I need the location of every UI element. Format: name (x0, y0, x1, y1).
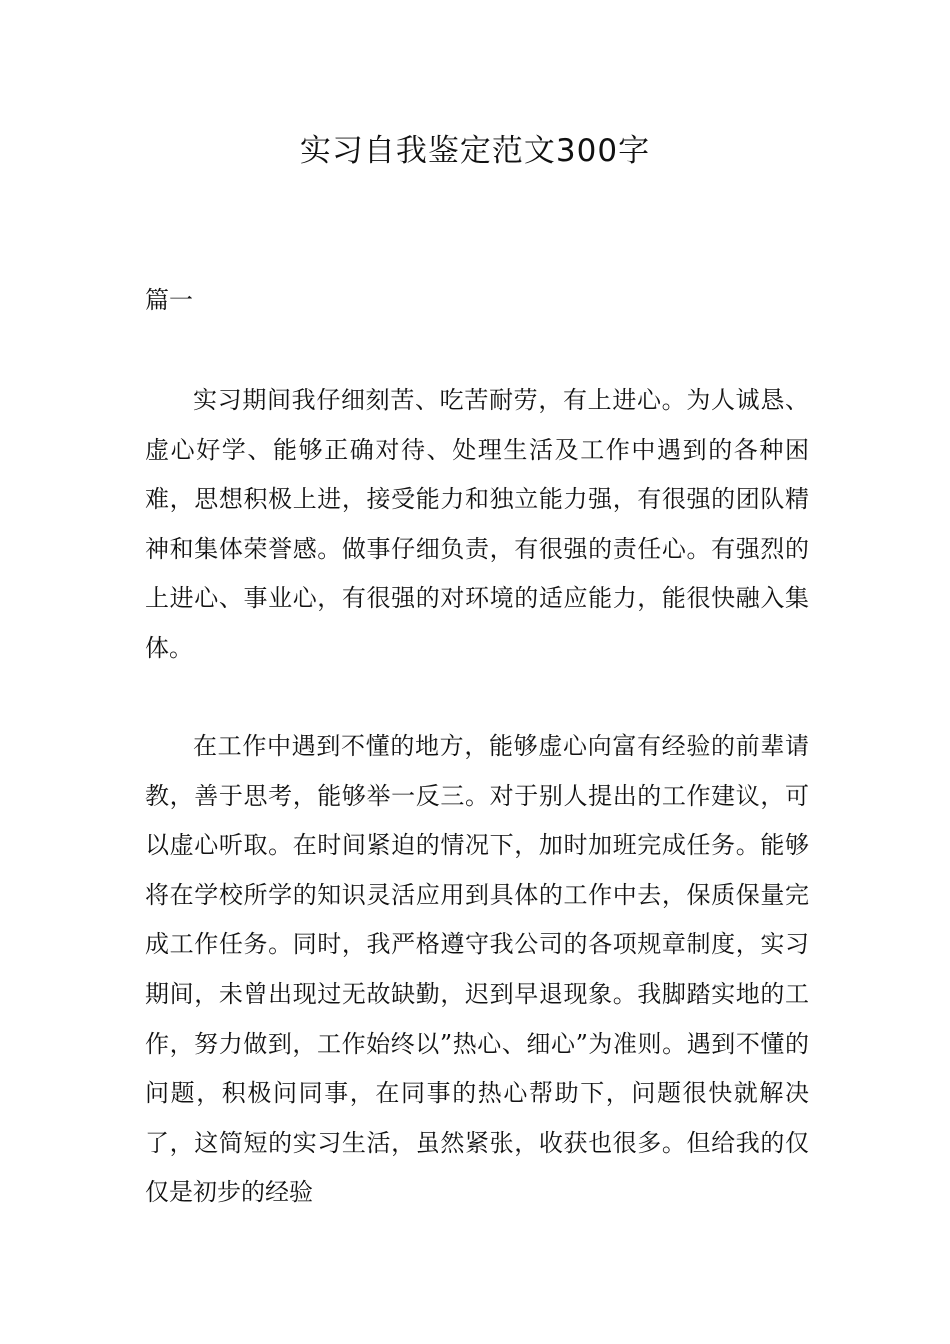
paragraph-1: 实习期间我仔细刻苦、吃苦耐劳，有上进心。为人诚恳、虚心好学、能够正确对待、处理生活及工作中遇到的各种困难，思想积极上进，接受能力和独立能力强，有很强的团队精神和集体荣誉感。做事仔细负责，有很强的责任心。有强烈的上进心、事业心，有很强的对环境的适应能力，能很快融入集体。 (145, 386, 809, 662)
paragraph-2: 在工作中遇到不懂的地方，能够虚心向富有经验的前辈请教，善于思考，能够举一反三。对于别人提出的工作建议，可以虚心听取。在时间紧迫的情况下，加时加班完成任务。能够将在学校所学的知识灵活应用到具体的工作中去，保质保量完成工作任务。同时，我严格遵守我公司的各项规章制度，实习期间，未曾出现过无故缺勤，迟到早退现象。我脚踏实地的工作，努力做到，工作始终以”热心、细心”为准则。遇到不懂的问题，积极问同事，在同事的热心帮助下，问题很快就解决了，这简短的实习生活，虽然紧张，收获也很多。但给我的仅仅是初步的经验 (145, 732, 809, 1207)
section-label: 篇一 (145, 286, 193, 314)
document-title: 实习自我鉴定范文300字 (299, 133, 651, 169)
